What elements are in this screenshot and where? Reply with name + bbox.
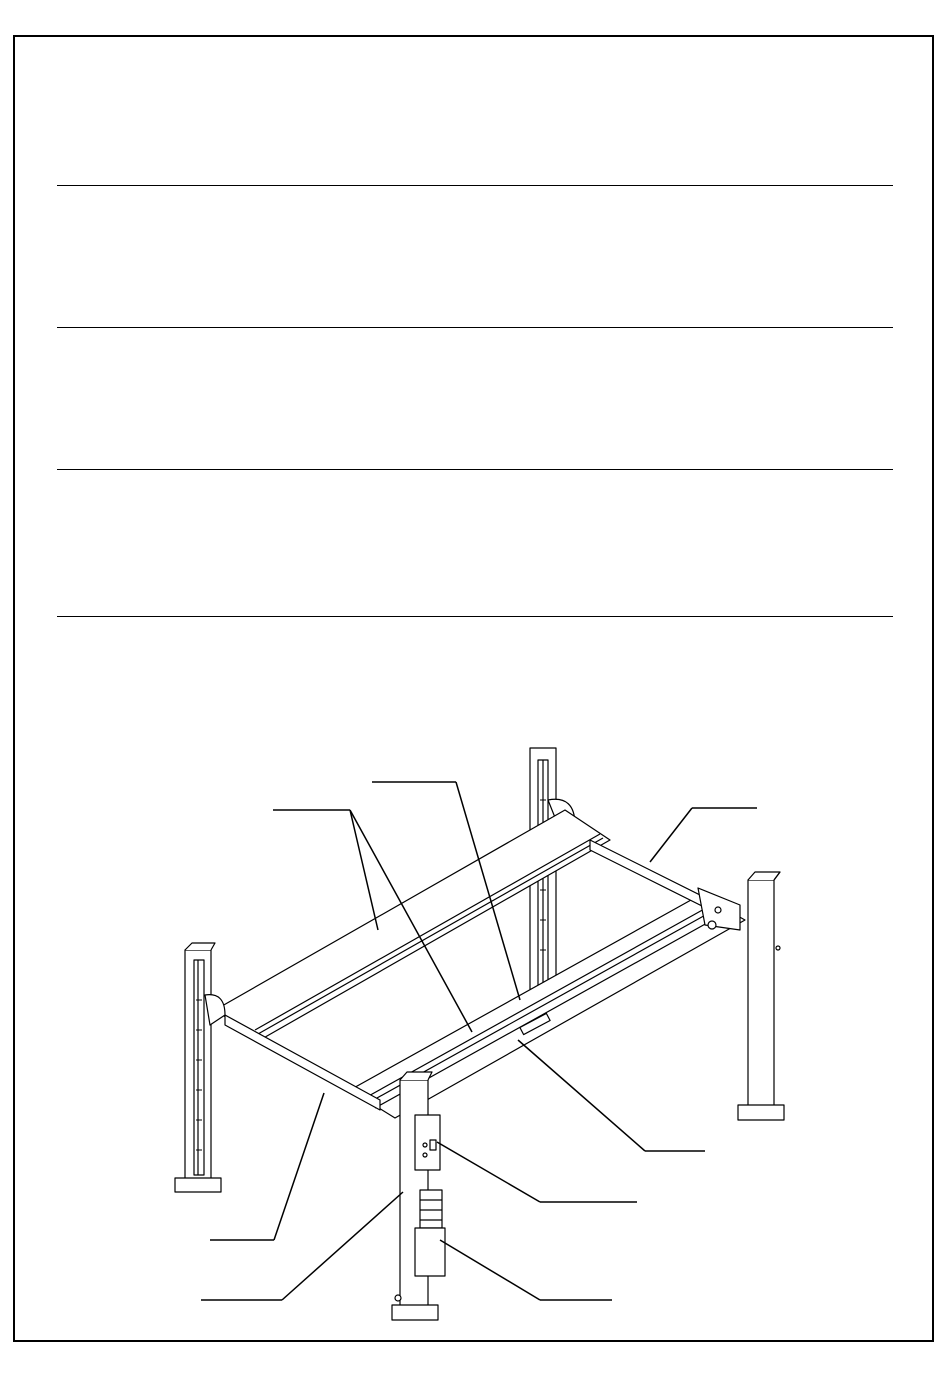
- cross-beam-front: [225, 1015, 380, 1110]
- callout-7: [210, 1093, 324, 1240]
- control-box: [415, 1115, 440, 1170]
- callout-6: [440, 1240, 612, 1300]
- power-unit: [415, 1190, 445, 1276]
- post-front-left: [175, 943, 225, 1192]
- callout-4: [518, 1040, 705, 1151]
- post-back-right: [738, 872, 784, 1120]
- callout-5: [437, 1142, 637, 1202]
- callout-3: [650, 808, 757, 862]
- callout-8: [201, 1192, 403, 1300]
